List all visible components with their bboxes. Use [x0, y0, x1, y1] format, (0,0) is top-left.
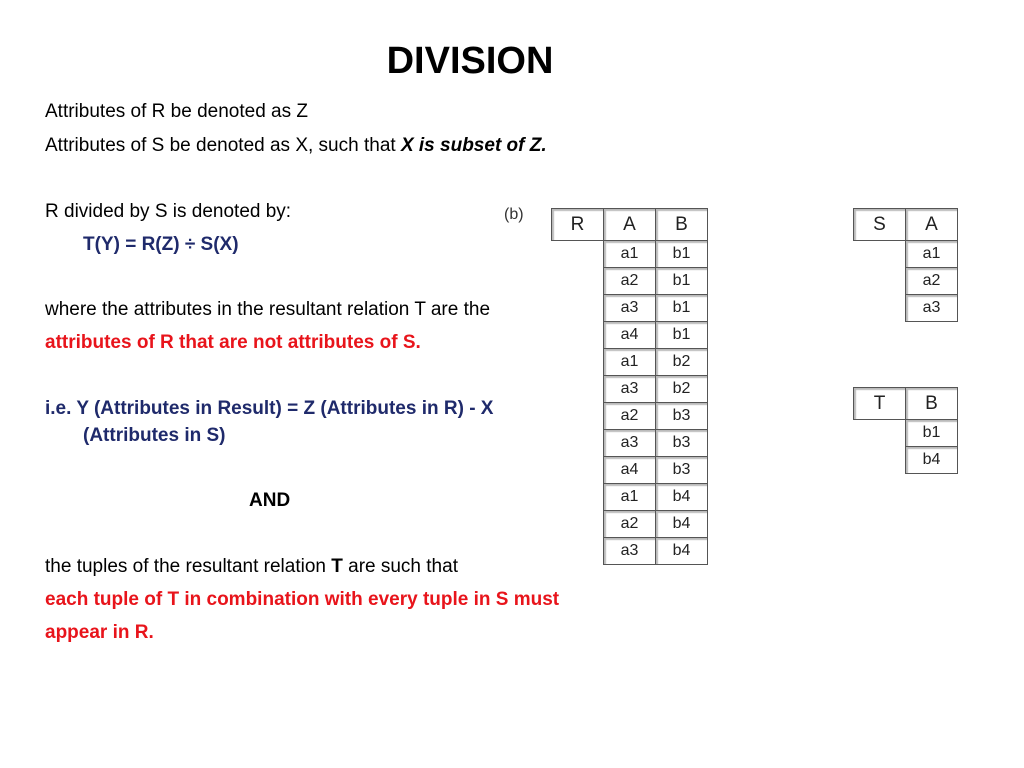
table-row	[854, 268, 958, 295]
table-header-row	[854, 388, 958, 420]
empty-cell	[552, 403, 604, 430]
text-line-resultant: where the attributes in the resultant relation T are the	[45, 299, 491, 320]
table-cell: b1	[656, 295, 708, 322]
table-row	[854, 295, 958, 322]
table-row	[854, 420, 958, 447]
empty-cell	[552, 538, 604, 565]
empty-cell	[552, 484, 604, 511]
empty-cell	[552, 241, 604, 268]
text-segment: are such that	[342, 556, 458, 577]
table-row	[552, 295, 708, 322]
empty-cell	[854, 241, 906, 268]
emphasis-t: T	[331, 556, 343, 577]
empty-cell	[854, 447, 906, 474]
table-cell: a4	[604, 322, 656, 349]
text-line-denoted: R divided by S is denoted by:	[45, 201, 292, 222]
table-row	[552, 241, 708, 268]
table-row	[552, 376, 708, 403]
text-line-ie: i.e. Y (Attributes in Result) = Z (Attributes in R) - X	[45, 398, 494, 419]
column-header-cell: B	[656, 209, 708, 241]
empty-cell	[552, 349, 604, 376]
relation-s-table	[853, 208, 958, 322]
table-cell: b1	[656, 241, 708, 268]
table-cell: a1	[604, 484, 656, 511]
table-cell: b3	[656, 430, 708, 457]
text-line-attributes-r: Attributes of R be denoted as Z	[45, 101, 308, 122]
table-row	[552, 484, 708, 511]
relation-name-cell: S	[854, 209, 906, 241]
table-cell: b4	[906, 447, 958, 474]
relation-name-cell: T	[854, 388, 906, 420]
figure-caption: (b)	[504, 206, 524, 223]
table-cell: b4	[656, 511, 708, 538]
empty-cell	[854, 268, 906, 295]
text-line-attributes-s	[45, 134, 547, 158]
text-line-attributes-in-s: (Attributes in S)	[83, 425, 226, 446]
text-line-tuples	[45, 555, 458, 579]
table-cell: a1	[604, 241, 656, 268]
text-segment: the tuples of the resultant relation	[45, 556, 332, 577]
empty-cell	[552, 511, 604, 538]
table-cell: a3	[604, 376, 656, 403]
text-line-each-tuple: each tuple of T in combination with every tuple in S must	[45, 589, 560, 610]
table-cell: a1	[604, 349, 656, 376]
table-row	[552, 349, 708, 376]
table-row	[552, 511, 708, 538]
empty-cell	[552, 430, 604, 457]
emphasis-subset: X is subset of Z.	[400, 135, 547, 156]
table-cell: a2	[604, 511, 656, 538]
table-cell: a4	[604, 457, 656, 484]
table-row	[854, 447, 958, 474]
and-label: AND	[249, 490, 291, 511]
relation-name-cell: R	[552, 209, 604, 241]
empty-cell	[854, 420, 906, 447]
table-cell: a3	[604, 430, 656, 457]
table-cell: b3	[656, 457, 708, 484]
relation-r-table	[551, 208, 708, 565]
empty-cell	[552, 322, 604, 349]
table-row	[854, 241, 958, 268]
table-row	[552, 322, 708, 349]
table-header-row	[854, 209, 958, 241]
empty-cell	[552, 295, 604, 322]
table-cell: b1	[656, 322, 708, 349]
table-row	[552, 268, 708, 295]
table-row	[552, 430, 708, 457]
table-cell: b4	[656, 538, 708, 565]
empty-cell	[552, 457, 604, 484]
table-cell: b3	[656, 403, 708, 430]
slide-title: DIVISION	[386, 40, 554, 82]
table-cell: b1	[906, 420, 958, 447]
table-cell: a3	[604, 538, 656, 565]
table-row	[552, 403, 708, 430]
table-cell: b4	[656, 484, 708, 511]
relation-t-table	[853, 387, 958, 474]
table-cell: a2	[906, 268, 958, 295]
text-line-attributes-highlight: attributes of R that are not attributes of S.	[45, 332, 421, 353]
column-header-cell: A	[604, 209, 656, 241]
table-row	[552, 457, 708, 484]
table-cell: b2	[656, 349, 708, 376]
table-cell: a1	[906, 241, 958, 268]
table-cell: a2	[604, 403, 656, 430]
table-cell: b2	[656, 376, 708, 403]
text-line-appear: appear in R.	[45, 622, 154, 643]
table-cell: a2	[604, 268, 656, 295]
column-header-cell: A	[906, 209, 958, 241]
table-cell: a3	[604, 295, 656, 322]
table-row	[552, 538, 708, 565]
table-cell: a3	[906, 295, 958, 322]
text-segment: Attributes of S be denoted as X, such that	[45, 135, 401, 156]
empty-cell	[552, 376, 604, 403]
empty-cell	[552, 268, 604, 295]
division-formula: T(Y) = R(Z) ÷ S(X)	[83, 234, 239, 255]
table-header-row	[552, 209, 708, 241]
table-cell: b1	[656, 268, 708, 295]
column-header-cell: B	[906, 388, 958, 420]
empty-cell	[854, 295, 906, 322]
